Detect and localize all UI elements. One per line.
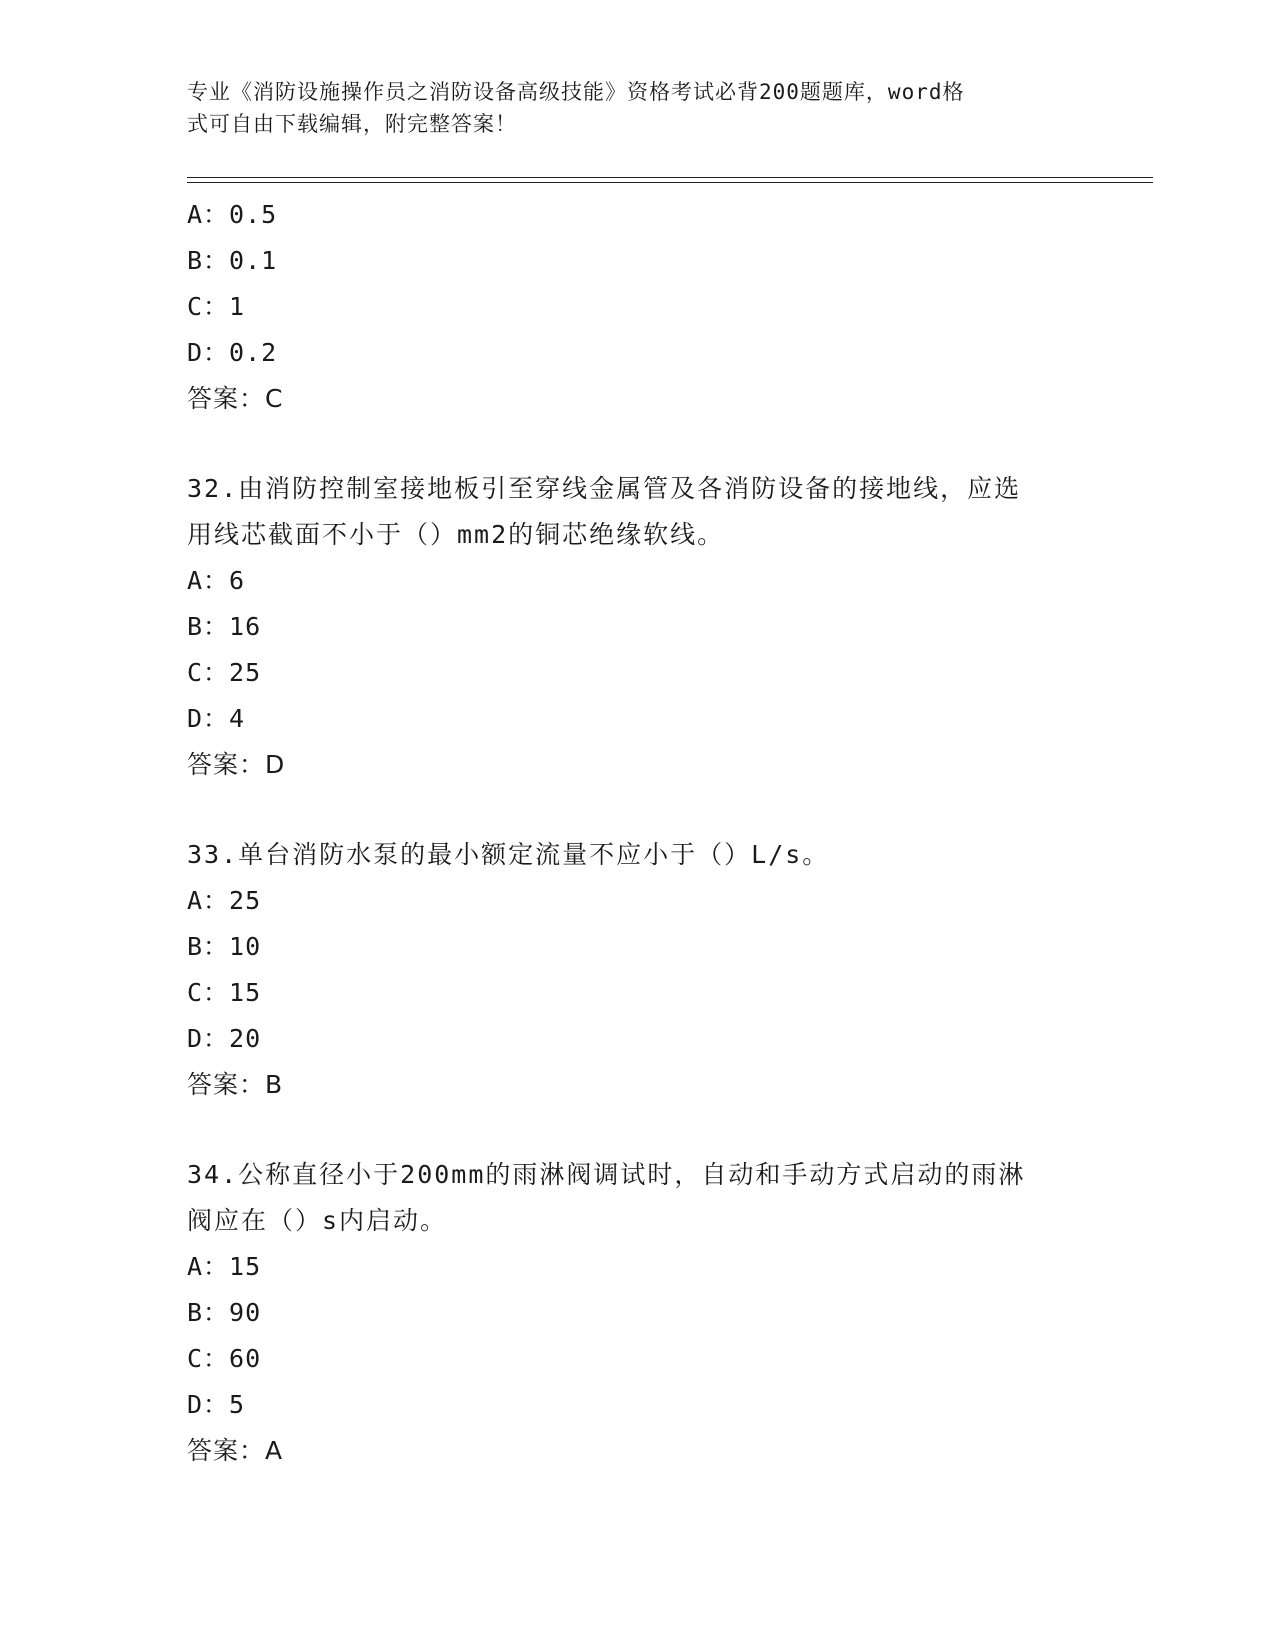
document-header — [187, 76, 1067, 140]
answer: 答案：A — [187, 1436, 284, 1465]
option-c: C：15 — [187, 978, 262, 1007]
question-34 — [187, 1152, 1087, 1474]
answer: 答案：B — [187, 1070, 284, 1099]
option-d: D：0.2 — [187, 338, 278, 367]
question-text-line-1: 32.由消防控制室接地板引至穿线金属管及各消防设备的接地线，应选 — [187, 474, 1022, 503]
option-a: A：15 — [187, 1252, 262, 1281]
option-b: B：90 — [187, 1298, 262, 1327]
answer: 答案：C — [187, 384, 284, 413]
option-c: C：1 — [187, 292, 246, 321]
question-text-line-2: 用线芯截面不小于（）mm2的铜芯绝缘软线。 — [187, 520, 725, 549]
question-text-line-1: 33.单台消防水泵的最小额定流量不应小于（）L/s。 — [187, 840, 830, 869]
question-31-continued — [187, 192, 1087, 422]
option-b: B：10 — [187, 932, 262, 961]
option-d: D：4 — [187, 704, 246, 733]
question-text-line-2: 阀应在（）s内启动。 — [187, 1206, 448, 1235]
header-line-2: 式可自由下载编辑，附完整答案！ — [187, 112, 517, 136]
question-32 — [187, 466, 1087, 788]
answer: 答案：D — [187, 750, 286, 779]
header-line-1: 专业《消防设施操作员之消防设备高级技能》资格考试必背200题题库，word格 — [187, 80, 965, 104]
question-text-line-1: 34.公称直径小于200mm的雨淋阀调试时，自动和手动方式启动的雨淋 — [187, 1160, 1026, 1189]
option-d: D：5 — [187, 1390, 246, 1419]
option-a: A：6 — [187, 566, 246, 595]
option-c: C：25 — [187, 658, 262, 687]
option-a: A：0.5 — [187, 200, 278, 229]
option-d: D：20 — [187, 1024, 262, 1053]
option-c: C：60 — [187, 1344, 262, 1373]
question-33 — [187, 832, 1087, 1108]
header-divider-top — [187, 177, 1153, 178]
option-b: B：16 — [187, 612, 262, 641]
option-b: B：0.1 — [187, 246, 278, 275]
header-divider-bottom — [187, 182, 1153, 183]
option-a: A：25 — [187, 886, 262, 915]
question-list — [187, 192, 1087, 1474]
